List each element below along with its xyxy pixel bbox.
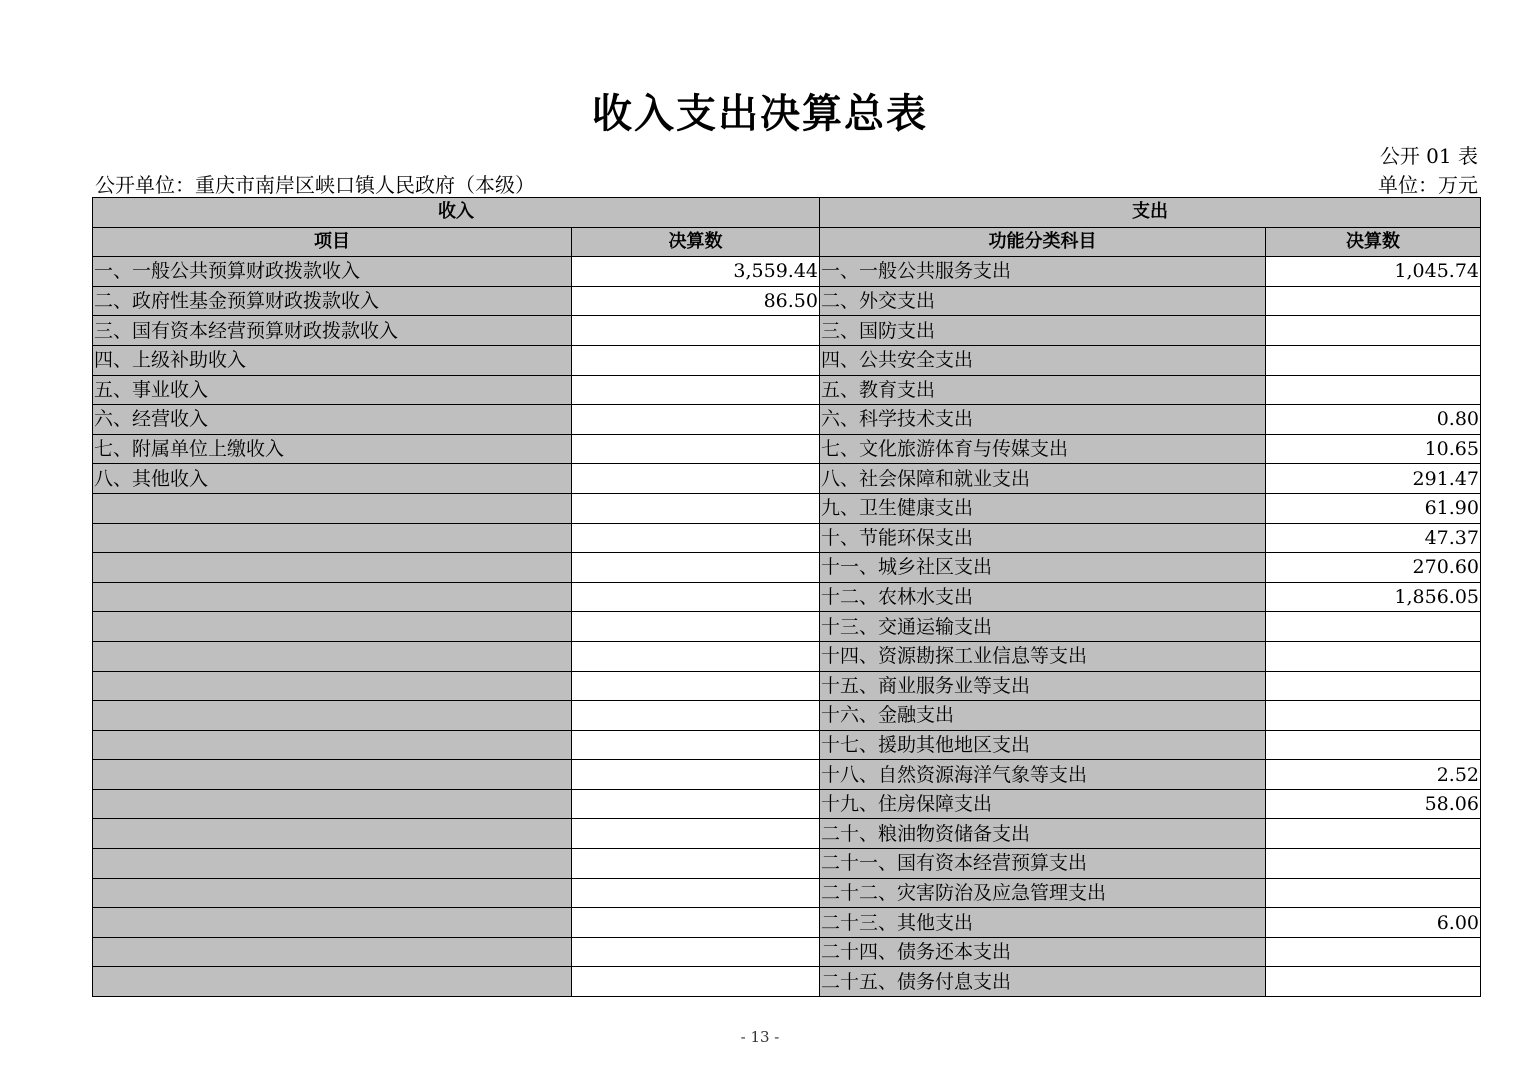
income-header: 收入 [93,198,820,228]
income-amount-cell [572,967,820,997]
income-item-cell [93,849,572,879]
page-number: - 13 - [740,1028,780,1046]
expense-item-cell: 二十二、灾害防治及应急管理支出 [820,878,1266,908]
income-amount-cell [572,730,820,760]
expense-item-cell: 十八、自然资源海洋气象等支出 [820,760,1266,790]
expense-amount-cell [1266,345,1481,375]
income-item-cell [93,789,572,819]
expense-amount-cell [1266,641,1481,671]
expense-item-cell: 二、外交支出 [820,286,1266,316]
income-item-cell: 五、事业收入 [93,375,572,405]
table-row [93,878,1481,908]
income-item-cell [93,937,572,967]
income-item-cell: 七、附属单位上缴收入 [93,434,572,464]
expense-item-cell: 二十四、债务还本支出 [820,937,1266,967]
expense-amount-cell [1266,375,1481,405]
income-amount-cell [572,612,820,642]
income-amount-cell [572,345,820,375]
income-amount-cell [572,582,820,612]
table-row [93,967,1481,997]
income-amount-cell [572,405,820,435]
income-amount-cell [572,375,820,405]
expense-item-cell: 十四、资源勘探工业信息等支出 [820,641,1266,671]
table-row [93,316,1481,346]
expense-amount-cell [1266,819,1481,849]
table-row [93,760,1481,790]
function-subject-column-header: 功能分类科目 [820,227,1266,257]
income-amount-cell [572,701,820,731]
expense-item-cell: 四、公共安全支出 [820,345,1266,375]
table-row [93,493,1481,523]
income-item-cell [93,819,572,849]
expense-amount-cell [1266,730,1481,760]
table-row [93,464,1481,494]
expense-item-cell: 六、科学技术支出 [820,405,1266,435]
income-amount-cell [572,553,820,583]
table-row [93,434,1481,464]
income-item-cell: 一、一般公共预算财政拨款收入 [93,257,572,287]
table-row [93,523,1481,553]
income-item-cell: 六、经营收入 [93,405,572,435]
income-amount-cell [572,908,820,938]
expense-item-cell: 九、卫生健康支出 [820,493,1266,523]
table-row [93,641,1481,671]
table-row [93,375,1481,405]
income-amount-column-header: 决算数 [572,227,820,257]
table-row [93,553,1481,583]
table-row [93,671,1481,701]
table-row [93,937,1481,967]
expense-item-cell: 八、社会保障和就业支出 [820,464,1266,494]
income-item-cell [93,760,572,790]
expense-amount-cell [1266,878,1481,908]
expense-amount-cell [1266,286,1481,316]
income-amount-cell [572,434,820,464]
expense-amount-column-header: 决算数 [1266,227,1481,257]
expense-amount-cell: 6.00 [1266,908,1481,938]
table-row [93,908,1481,938]
page-title: 收入支出决算总表 [592,91,928,137]
reporting-unit: 公开单位：重庆市南岸区峡口镇人民政府（本级） [95,173,535,197]
expense-item-cell: 十、节能环保支出 [820,523,1266,553]
table-row [93,345,1481,375]
expense-amount-cell: 1,045.74 [1266,257,1481,287]
expense-amount-cell: 1,856.05 [1266,582,1481,612]
expense-item-cell: 二十、粮油物资储备支出 [820,819,1266,849]
income-amount-cell [572,316,820,346]
income-item-cell [93,612,572,642]
expense-amount-cell [1266,316,1481,346]
expense-amount-cell [1266,937,1481,967]
income-amount-cell: 3,559.44 [572,257,820,287]
income-item-cell [93,878,572,908]
income-expense-table [92,197,1481,997]
income-item-cell [93,730,572,760]
expense-amount-cell [1266,701,1481,731]
income-amount-cell [572,789,820,819]
table-row [93,286,1481,316]
expense-amount-cell [1266,967,1481,997]
expense-amount-cell [1266,849,1481,879]
table-row [93,730,1481,760]
income-amount-cell [572,671,820,701]
table-row [93,612,1481,642]
currency-unit: 单位：万元 [1378,173,1478,197]
expense-item-cell: 五、教育支出 [820,375,1266,405]
form-number: 公开 01 表 [1379,144,1478,168]
expense-amount-cell [1266,671,1481,701]
income-amount-cell [572,493,820,523]
income-amount-cell: 86.50 [572,286,820,316]
table-row [93,849,1481,879]
income-item-cell [93,493,572,523]
expense-amount-cell [1266,612,1481,642]
expense-item-cell: 十二、农林水支出 [820,582,1266,612]
income-amount-cell [572,937,820,967]
income-item-cell: 三、国有资本经营预算财政拨款收入 [93,316,572,346]
income-amount-cell [572,849,820,879]
income-amount-cell [572,819,820,849]
expense-amount-cell: 0.80 [1266,405,1481,435]
income-item-cell: 二、政府性基金预算财政拨款收入 [93,286,572,316]
table-body [93,257,1481,997]
income-item-cell [93,641,572,671]
table-row [93,582,1481,612]
income-item-cell: 八、其他收入 [93,464,572,494]
expense-item-cell: 十六、金融支出 [820,701,1266,731]
expense-item-cell: 一、一般公共服务支出 [820,257,1266,287]
expense-amount-cell: 291.47 [1266,464,1481,494]
income-item-cell [93,523,572,553]
expense-item-cell: 二十五、债务付息支出 [820,967,1266,997]
income-amount-cell [572,464,820,494]
expense-item-cell: 三、国防支出 [820,316,1266,346]
income-item-cell [93,582,572,612]
table-row [93,257,1481,287]
expense-item-cell: 十一、城乡社区支出 [820,553,1266,583]
expense-amount-cell: 61.90 [1266,493,1481,523]
income-item-cell [93,908,572,938]
expense-amount-cell: 270.60 [1266,553,1481,583]
expense-item-cell: 十九、住房保障支出 [820,789,1266,819]
table-row [93,819,1481,849]
item-column-header: 项目 [93,227,572,257]
expense-item-cell: 十五、商业服务业等支出 [820,671,1266,701]
income-item-cell [93,967,572,997]
expense-header: 支出 [820,198,1481,228]
table-row [93,405,1481,435]
table-row [93,701,1481,731]
table-row [93,789,1481,819]
income-item-cell [93,671,572,701]
expense-amount-cell: 58.06 [1266,789,1481,819]
expense-item-cell: 二十一、国有资本经营预算支出 [820,849,1266,879]
expense-amount-cell: 10.65 [1266,434,1481,464]
income-amount-cell [572,641,820,671]
expense-item-cell: 十七、援助其他地区支出 [820,730,1266,760]
expense-amount-cell: 2.52 [1266,760,1481,790]
income-amount-cell [572,523,820,553]
expense-item-cell: 二十三、其他支出 [820,908,1266,938]
income-amount-cell [572,760,820,790]
income-item-cell [93,553,572,583]
expense-amount-cell: 47.37 [1266,523,1481,553]
income-item-cell: 四、上级补助收入 [93,345,572,375]
income-item-cell [93,701,572,731]
expense-item-cell: 十三、交通运输支出 [820,612,1266,642]
expense-item-cell: 七、文化旅游体育与传媒支出 [820,434,1266,464]
income-amount-cell [572,878,820,908]
